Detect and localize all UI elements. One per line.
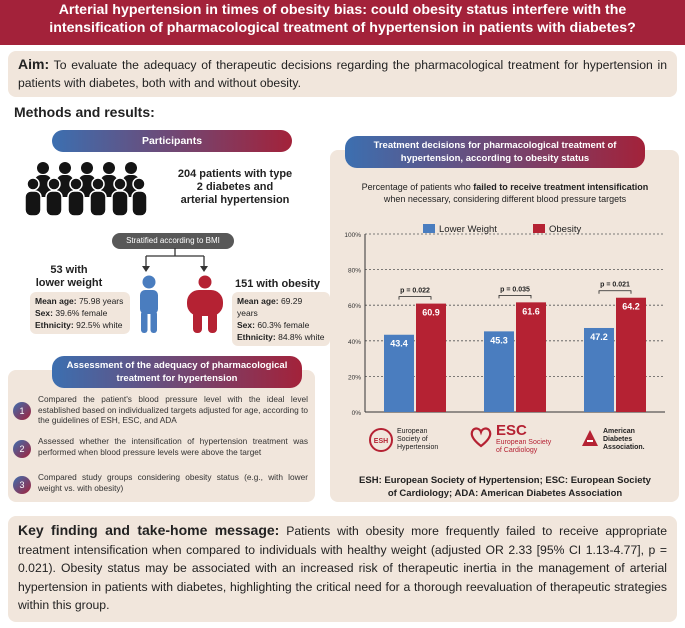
step-2-text: Assessed whether the intensification of hypertension treatment was performed when blood pressure levels were above the target (38, 436, 308, 457)
obesity-sex-label: Sex: (237, 320, 255, 330)
treatment-title-1: Treatment decisions for pharmacological treatment of (373, 140, 617, 151)
ada-line-1: American (603, 428, 635, 435)
step-3-text: Compared study groups considering obesity status (e.g., with lower weight vs. with obesity) (38, 472, 308, 493)
esh-logo (368, 425, 458, 455)
title-line-1: Arterial hypertension in times of obesity bias: could obesity status interfere with the (58, 2, 627, 18)
heart-icon (470, 426, 492, 448)
summary-line-3: arterial hypertension (180, 194, 290, 206)
bar-chart (335, 220, 675, 420)
aim-text: To evaluate the adequacy of therapeutic decisions regarding the pharmacological treatment for hypertension in patients with diabetes, both with and without obesity. (18, 58, 668, 90)
chart-footnote (335, 474, 675, 500)
y-tick-label: 80% (347, 267, 361, 275)
y-tick-label: 0% (351, 410, 361, 417)
ada-line-2: Diabetes (603, 436, 633, 443)
lower-sex: 39.6% female (55, 308, 108, 318)
legend-swatch (423, 224, 435, 233)
lower-weight-count (14, 264, 124, 290)
y-tick-label: 20% (347, 374, 361, 382)
esc-logo-text (496, 439, 551, 455)
bar-value-label: 61.6 (522, 306, 540, 317)
step-1-text: Compared the patient's blood pressure level with the ideal level established based on individualized targets adjusted for age, according to the guidelines of ESH, ESC, and ADA (38, 394, 308, 425)
p-value-label: p = 0.022 (400, 287, 430, 295)
bar-value-label: 45.3 (490, 335, 508, 346)
lower-weight-person-icon (133, 275, 173, 335)
esh-line-1: European (397, 428, 428, 435)
p-value-bracket (499, 295, 531, 298)
esh-logo-abbr: ESH (373, 438, 389, 445)
y-tick-label: 40% (347, 338, 361, 346)
participants-pill: Participants (52, 130, 292, 152)
esh-logo-text (397, 428, 438, 452)
esc-line-1: European Society (496, 439, 552, 446)
legend-label: Obesity (549, 224, 582, 235)
esc-line-2: of Cardiology (496, 447, 538, 454)
esc-logo-abbr: ESC (496, 422, 527, 439)
bar-obesity (616, 298, 646, 412)
ada-logo-text (603, 428, 645, 452)
bar-value-label: 43.4 (390, 338, 408, 349)
obesity-person-icon (183, 275, 227, 335)
methods-title: Methods and results: (14, 104, 155, 120)
esh-logo-icon (368, 427, 394, 453)
key-text: Patients with obesity more frequently failed to receive appropriate treatment intensification when compared to individuals with healthy weight (adjusted OR 2.33 [95% CI 1.13-4.77], p = 0.021). Obesity status may be associated with an increased risk of therapeutic inertia in the management of arterial hypertension in patients with diabetes, highlighting the critical need for a thorough reevaluation of therapeutic strategies within this group. (18, 524, 667, 612)
title-banner (0, 0, 685, 45)
esh-line-3: Hypertension (397, 444, 439, 451)
lower-age-label: Mean age: (35, 296, 77, 306)
treatment-title-2: hypertension, according to obesity status (400, 153, 590, 164)
bar-value-label: 64.2 (622, 301, 640, 312)
subtitle-pre: Percentage of patients who (361, 182, 474, 192)
step-2-number: 2 (13, 440, 31, 458)
y-tick-label: 100% (344, 232, 361, 239)
obesity-eth-label: Ethnicity: (237, 332, 276, 342)
obesity-sex: 60.3% female (257, 320, 310, 330)
lower-weight-stats (30, 292, 130, 334)
subtitle-bold: failed to receive treatment intensification (473, 182, 649, 192)
lower-age: 75.98 years (78, 296, 124, 306)
stratified-label: Stratified according to BMI (112, 233, 234, 249)
treatment-pill (345, 136, 645, 168)
lower-eth: 92.5% white (76, 320, 123, 330)
step-3-number: 3 (13, 476, 31, 494)
y-tick-label: 60% (347, 303, 361, 311)
obesity-stats (232, 292, 330, 346)
lower-eth-label: Ethnicity: (35, 320, 74, 330)
lower-count-line-1: 53 with (50, 264, 88, 276)
bar-obesity (516, 302, 546, 412)
obesity-eth: 84.8% white (278, 332, 325, 342)
split-arrow-icon (140, 248, 210, 272)
bar-obesity (416, 304, 446, 412)
key-label: Key finding and take-home message: (18, 522, 280, 538)
chart-subtitle (335, 181, 675, 205)
ada-logo-icon (580, 428, 600, 448)
footnote-line-2: of Cardiology; ADA: American Diabetes Association (387, 488, 623, 499)
participants-summary (160, 168, 310, 207)
assessment-pill (52, 356, 302, 388)
summary-line-2: 2 diabetes and (196, 181, 274, 193)
assessment-title-1: Assessment of the adequacy of pharmacological (66, 360, 288, 371)
key-finding-panel (8, 516, 677, 622)
lower-count-line-2: lower weight (35, 277, 103, 289)
aim-panel (8, 51, 677, 97)
subtitle-line-2: when necessary, considering different blood pressure targets (383, 194, 627, 204)
p-value-label: p = 0.035 (500, 286, 530, 294)
footnote-line-1: ESH: European Society of Hypertension; ESC: European Society (359, 475, 651, 486)
obesity-count: 151 with obesity (235, 278, 320, 290)
ada-logo (580, 425, 670, 455)
bar-value-label: 60.9 (422, 307, 440, 318)
p-value-bracket (599, 291, 631, 294)
crowd-icon (25, 160, 147, 216)
step-1-number: 1 (13, 402, 31, 420)
obesity-age: 69.29 years (237, 296, 303, 318)
esc-logo (470, 422, 560, 456)
aim-label: Aim: (18, 56, 50, 72)
summary-line-1: 204 patients with type (177, 168, 293, 180)
obesity-age-label: Mean age: (237, 296, 279, 306)
legend-label: Lower Weight (439, 224, 497, 235)
lower-sex-label: Sex: (35, 308, 53, 318)
p-value-bracket (399, 297, 431, 300)
ada-line-3: Association. (603, 444, 645, 451)
title-line-2: intensification of pharmacological treatment of hypertension in patients with diabetes? (49, 20, 636, 36)
esh-line-2: Society of (397, 436, 428, 443)
p-value-label: p = 0.021 (600, 281, 630, 289)
assessment-title-2: treatment for hypertension (116, 373, 238, 384)
bar-value-label: 47.2 (590, 331, 608, 342)
legend-swatch (533, 224, 545, 233)
